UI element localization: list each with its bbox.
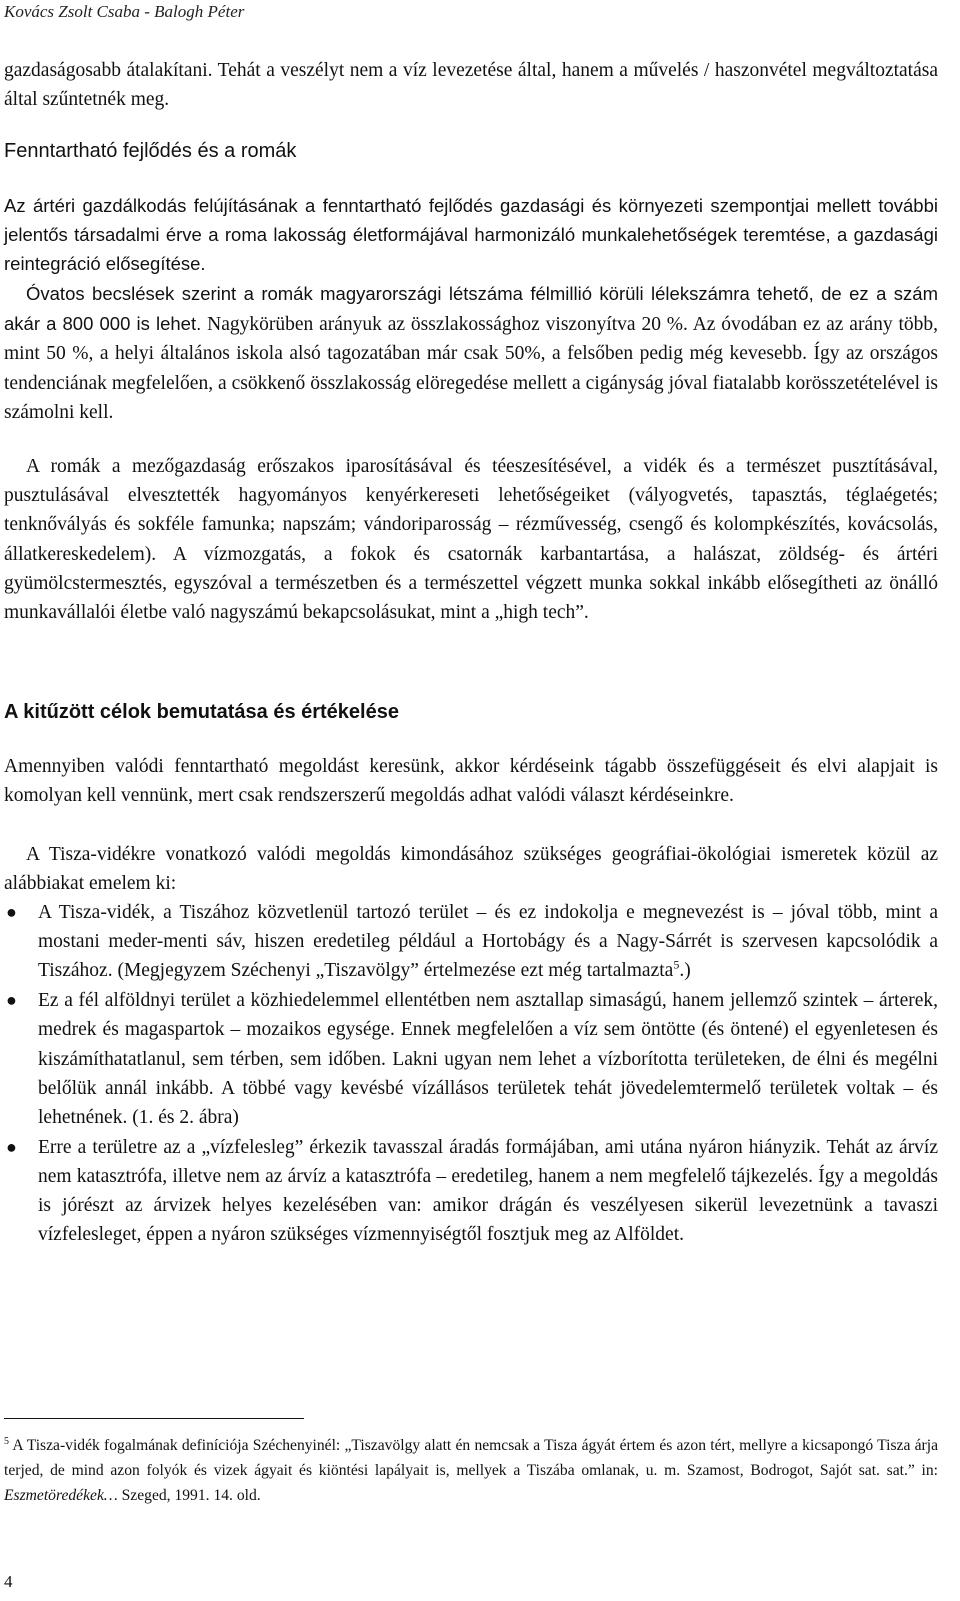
- paragraph-livelihood: A romák a mezőgazdaság erőszakos iparosításával és téeszesítésével, a vidék és a természet pusztításával, pusztulásával elvesztették hagyományos kenyérkereseti lehetőségeiket (vályogvetés, tapasztás, téglaégetés; tenknővályás és sokféle famunka; napszám; vándoriparosság – rézművesség, csengő és kolompkészítés, kovácsolás, állatkereskedelem). A vízmozgatás, a fokok és csatornák karbantartása, a halászat, zöldség- és ártéri gyümölcstermesztés, egyszóval a természetben és a természettel végzett munka sokkal inkább elősegítheti az önálló munkavállalói életbe való nagyszámú bekapcsolásukat, mint a „high tech”.: [4, 456, 938, 624]
- bullet-icon: ●: [6, 990, 17, 1011]
- intro-paragraph: gazdaságosabb átalakítani. Tehát a veszélyt nem a víz levezetése által, hanem a művelés / haszonvétel megváltoztatása által szűntetnék meg.: [4, 60, 938, 111]
- bullet-list: [4, 898, 938, 1250]
- bullet-icon: ●: [6, 902, 17, 922]
- footnote-tail: Szeged, 1991. 14. old.: [117, 1487, 261, 1504]
- paragraph-sustainable-roma: Az ártéri gazdálkodás felújításának a fenntartható fejlődés gazdasági és környezeti szempontjai mellett további jelentős társadalmi érve a roma lakosság életformájával harmonizáló munkalehetőségek teremtése, a gazdasági reintegráció elősegítése.: [4, 195, 938, 275]
- list-item: [4, 898, 938, 986]
- footnote-divider: [4, 1418, 304, 1419]
- section-heading-roma: Fenntartható fejlődés és a romák: [4, 140, 297, 162]
- footnote-text: A Tisza-vidék fogalmának definíciója Széchenyinél: „Tiszavölgy alatt én nemcsak a Tisza ágyát értem és azon tért, mellyre a kicsapongó Tisza árja terjed, de mind azon folyók és vizek ágyait és kiöntési lapályait is, mellyek a Tiszába omlanak, u. m. Szamost, Bodrogot, Sajót sat. sat.” in:: [4, 1437, 938, 1479]
- paragraph-estimates: [4, 279, 938, 427]
- list-item: [4, 1133, 938, 1250]
- footnote: [4, 1433, 938, 1508]
- footnote-ref[interactable]: 5: [673, 957, 680, 972]
- estimates-serif-text: Nagykörüben arányuk az összlakossághoz viszonyítva 20 %. Az óvodában ez az arány több, mint 50 %, a helyi általános iskola alsó tagozatában már csak 50%, a felsőben pedig még kevesebb. Így az országos tendenciának megfelelően, a csökkenő összlakosság elöregedése mellett a cigányság jóval fiatalabb korösszetételével is számolni kell.: [4, 314, 938, 423]
- list-item: [4, 986, 938, 1132]
- section-heading-goals: A kitűzött célok bemutatása és értékelése: [4, 701, 399, 723]
- bullet-icon: ●: [6, 1136, 17, 1157]
- paragraph-systemic-solution: Amennyiben valódi fenntartható megoldást keresünk, akkor kérdéseink tágabb összefüggéseit és elvi alapjait is komolyan kell vennünk, mert csak rendszerszerű megoldás adhat valódi választ kérdéseinkre.: [4, 756, 938, 807]
- bullet-text: Erre a területre az a „vízfelesleg” érkezik tavasszal áradás formájában, ami utána nyáron hiányzik. Tehát az árvíz nem katasztrófa, illetve nem az árvíz a katasztrófa – eredetileg, hanem a nem megfelelő tájkezelés. Így a megoldás is jórészt az árvizek helyes kezelésében van: amikor drágán és veszélyesen sikerül levezetnünk a tavaszi vízfelesleget, éppen a nyáron szükséges vízmennyiségtől fosztjuk meg az Alföldet.: [38, 1136, 938, 1246]
- estimates-sans-text: Óvatos becslések szerint a romák magyarországi létszáma félmillió körüli lélekszámra tehető, de ez a szám akár a 800 000 is lehet.: [4, 283, 938, 335]
- paragraph-geo-knowledge: A Tisza-vidékre vonatkozó valódi megoldás kimondásához szükséges geográfiai-ökológiai ismeretek közül az alábbiakat emelem ki:: [4, 844, 938, 895]
- footnote-book-title: Eszmetöredékek…: [4, 1487, 118, 1504]
- bullet-text-tail: .): [679, 960, 691, 982]
- running-head: Kovács Zsolt Csaba - Balogh Péter: [4, 2, 245, 21]
- bullet-text: Ez a fél alföldnyi terület a közhiedelemmel ellentétben nem asztallap simaságú, hanem jellemző szintek – árterek, medrek és magaspartok – mozaikos egysége. Ennek megfelelően a víz sem öntötte (és öntené) el egyenletesen és kiszámíthatatlanul, sem térben, sem időben. Lakni ugyan nem lehet a vízborította területeken, de élni és megélni belőlük annál inkább. A többé vagy kevésbé vízállásos területek tehát jövedelemtermelő területek voltak – és lehetnének. (1. és 2. ábra): [38, 990, 938, 1129]
- bullet-text: A Tisza-vidék, a Tiszához közvetlenül tartozó terület – és ez indokolja e megnevezést is – jóval több, mint a mostani meder-menti sáv, hiszen eredetileg például a Hortobágy és a Nagy-Sárrét is szervesen kapcsolódik a Tiszához. (Megjegyzem Széchenyi „Tiszavölgy” értelmezése ezt még tartalmazta: [38, 902, 938, 982]
- page-number: 4: [4, 1572, 13, 1591]
- footnote-number: 5: [4, 1435, 9, 1447]
